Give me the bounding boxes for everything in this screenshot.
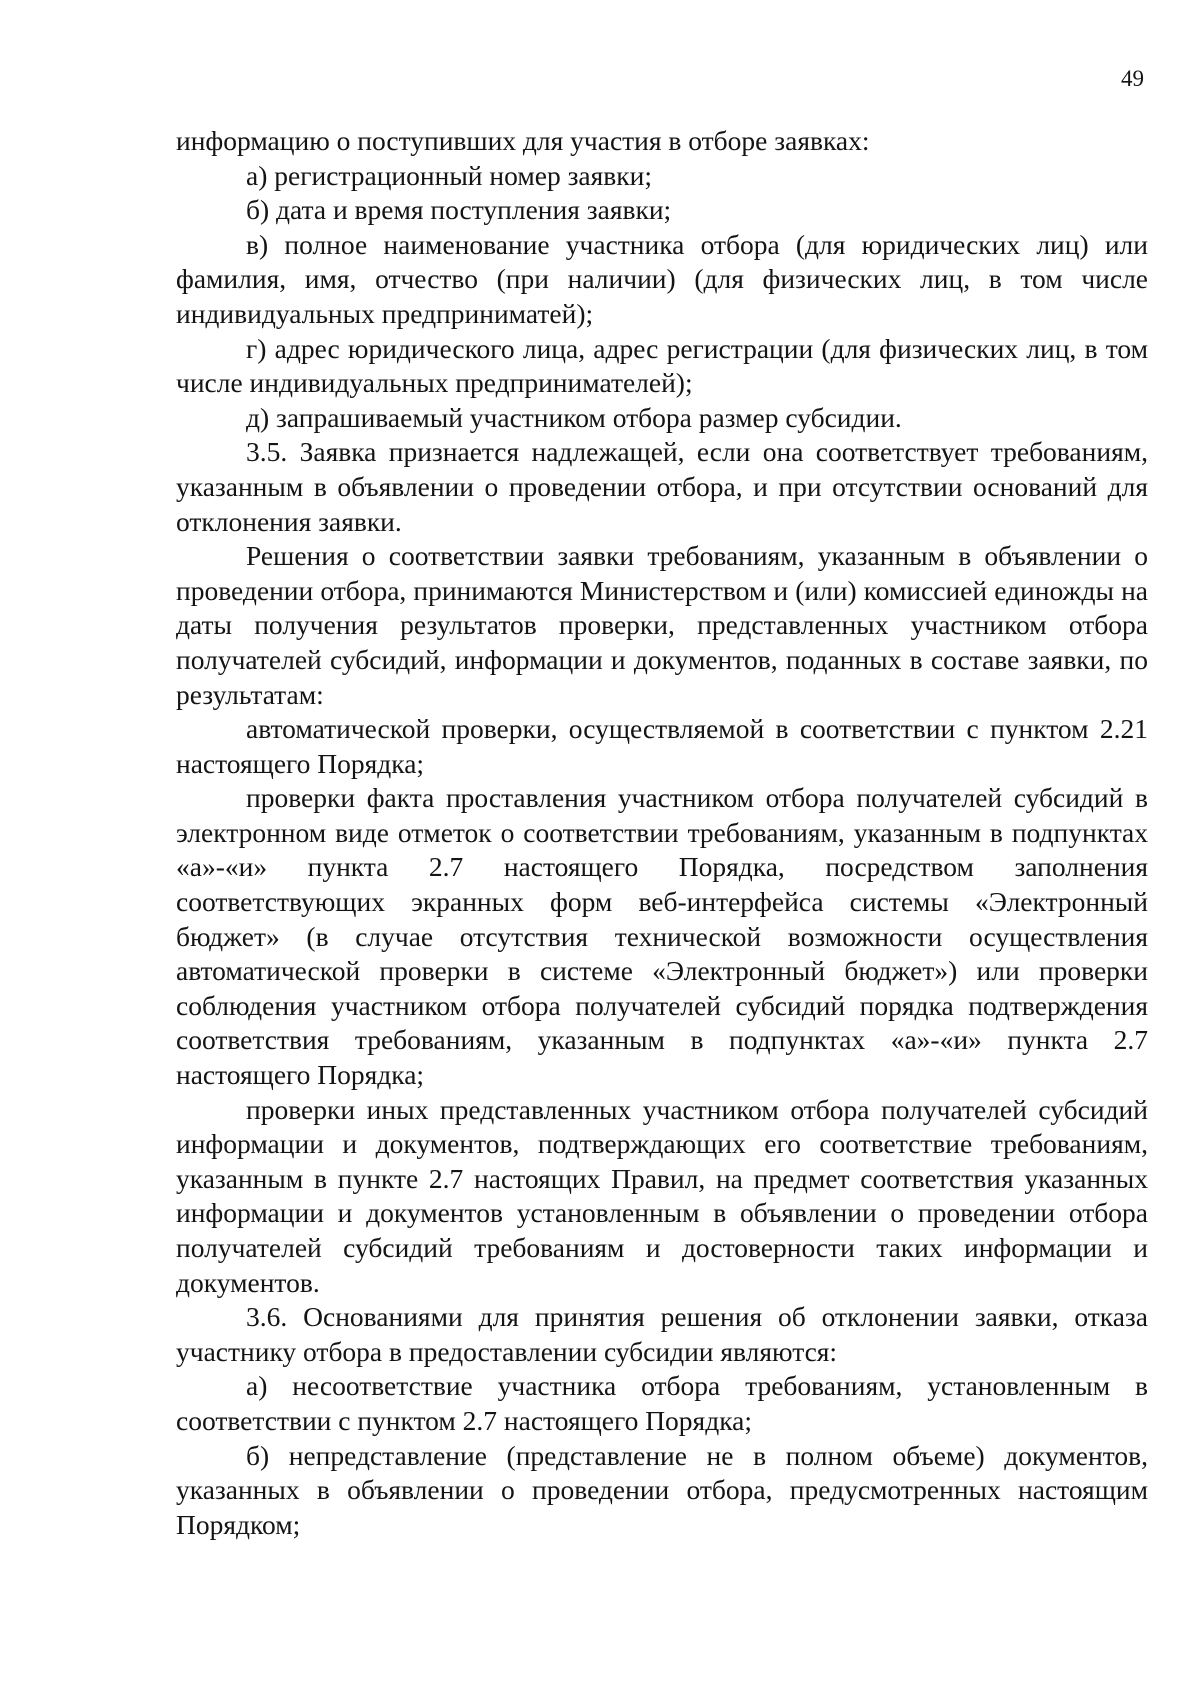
paragraph-marks-check: проверки факта проставления участником отбора получателей субсидий в электронном виде отметок о соответствии требованиям, указанным в подпунктах «а»-«и» пункта 2.7 настоящего Порядка, посредством заполнения соответствующих экранных форм веб-интерфейса системы «Электронный бюджет» (в случае отсутствия технической возможности осуществления автоматической проверки в системе «Электронный бюджет») или проверки соблюдения участником отбора получателей субсидий порядка подтверждения соответствия требованиям, указанным в подпунктах «а»-«и» пункта 2.7 настоящего Порядка; [176, 782, 1148, 1091]
paragraph-section-3-5: 3.5. Заявка признается надлежащей, если она соответствует требованиям, указанным в объявлении о проведении отбора, и при отсутствии оснований для отклонения заявки. [176, 436, 1148, 537]
paragraph-item-a-reg-number: а) регистрационный номер заявки; [246, 159, 652, 191]
paragraph-item-g-address: г) адрес юридического лица, адрес регистрации (для физических лиц, в том числе индивидуальных предпринимателей); [176, 332, 1148, 399]
paragraph-rejection-a: а) несоответствие участника отбора требованиям, установленным в соответствии с пунктом 2.7 настоящего Порядка; [176, 1370, 1148, 1436]
paragraph-automatic-check: автоматической проверки, осуществляемой в соответствии с пунктом 2.21 настоящего Порядка; [176, 713, 1148, 779]
paragraph-decisions: Решения о соответствии заявки требованиям, указанным в объявлении о проведении отбора, принимаются Министерством и (или) комиссией единожды на даты получения результатов проверки, представленных участником отбора получателей субсидий, информации и документов, поданных в составе заявки, по результатам: [176, 540, 1148, 710]
paragraph-intro: информацию о поступивших для участия в отборе заявках: [176, 125, 870, 156]
paragraph-section-3-6: 3.6. Основаниями для принятия решения об отклонении заявки, отказа участнику отбора в предоставлении субсидии являются: [176, 1301, 1148, 1367]
paragraph-item-d-subsidy-amount: д) запрашиваемый участником отбора размер субсидии. [246, 401, 902, 433]
page-number: 49 [1121, 66, 1144, 91]
document-body [176, 124, 1148, 1542]
paragraph-item-v-full-name: в) полное наименование участника отбора (для юридических лиц) или фамилия, имя, отчество (при наличии) (для физических лиц, в том числе индивидуальных предприниматей); [176, 228, 1148, 329]
paragraph-other-docs-check: проверки иных представленных участником отбора получателей субсидий информации и документов, подтверждающих его соответствие требованиям, указанным в пункте 2.7 настоящих Правил, на предмет соответствия указанных информации и документов установленным в объявлении о проведении отбора получателей субсидий требованиям и достоверности таких информации и документов. [176, 1093, 1148, 1298]
paragraph-rejection-b: б) непредставление (представление не в полном объеме) документов, указанных в объявлении о проведении отбора, предусмотренных настоящим Порядком; [176, 1439, 1148, 1540]
paragraph-item-b-date-time: б) дата и время поступления заявки; [246, 194, 672, 226]
